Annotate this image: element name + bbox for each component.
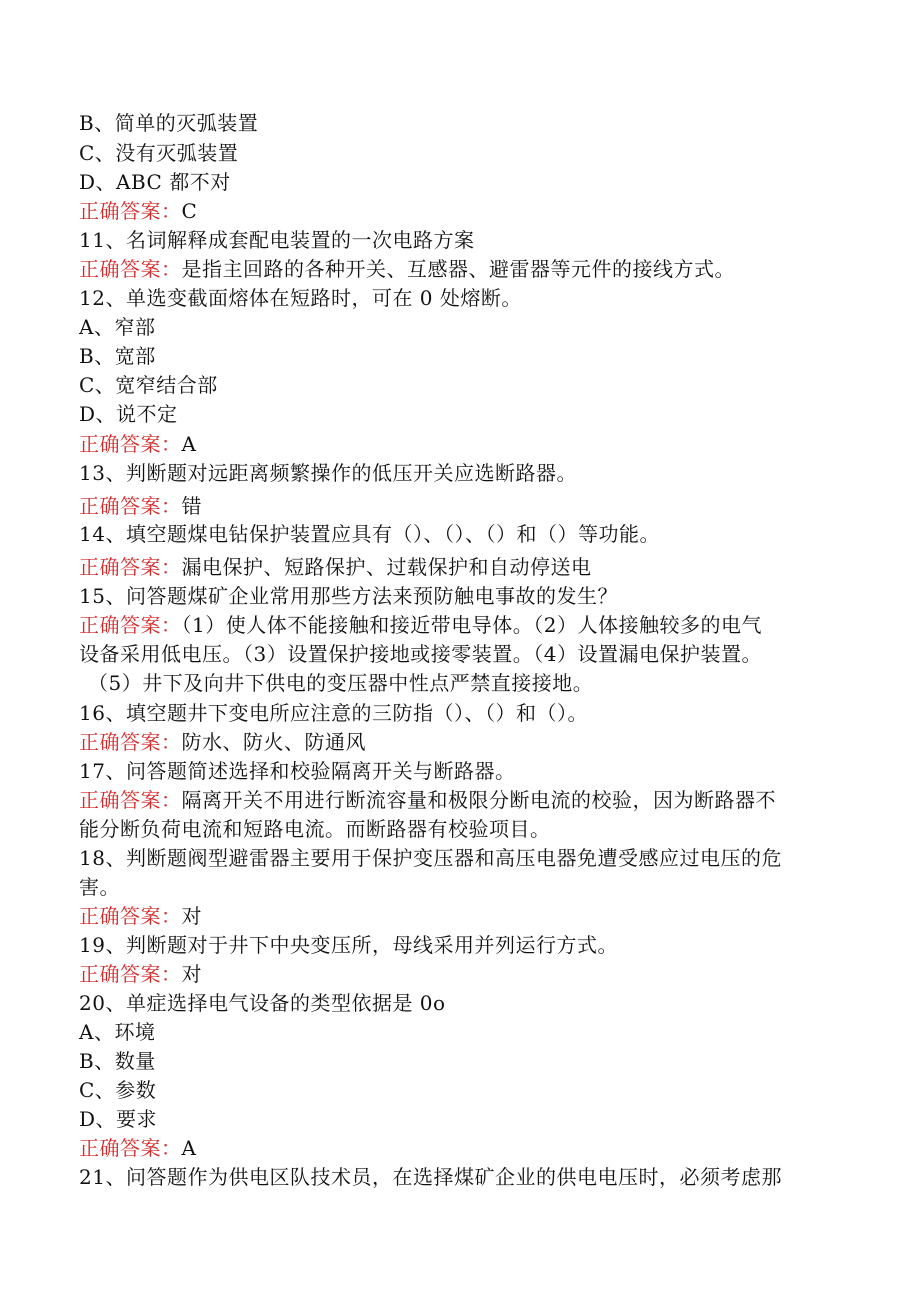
answer-text: 对 (181, 962, 202, 986)
question-line: 12、单选变截面熔体在短路时，可在 0 处熔断。 (79, 286, 522, 310)
option-line: A、窄部 (79, 315, 156, 339)
option-line: D、ABC 都不对 (79, 170, 231, 194)
answer-text: 错 (181, 494, 202, 518)
question-line: 20、单症选择电气设备的类型依据是 0o (79, 991, 446, 1015)
answer-text: A (181, 1136, 197, 1160)
answer-label: 正确答案： (79, 432, 182, 456)
answer-text: 漏电保护、短路保护、过载保护和自动停送电 (181, 555, 592, 579)
answer-line (79, 902, 839, 930)
answer-line (79, 1134, 839, 1162)
answer-text: 隔离开关不用进行断流容量和极限分断电流的校验，因为断路器不 (181, 788, 776, 812)
answer-label: 正确答案： (79, 257, 182, 281)
question-line: 21、问答题作为供电区队技术员，在选择煤矿企业的供电电压时，必须考虑那 (79, 1165, 782, 1189)
question-line: 16、填空题井下变电所应注意的三防指（）、（）和（）。 (79, 701, 588, 725)
answer-continuation-line: 能分断负荷电流和短路电流。而断路器有校验项目。 (79, 817, 551, 841)
answer-line (79, 611, 839, 639)
question-line: 14、填空题煤电钻保护装置应具有（）、（）、（）和（）等功能。 (79, 522, 660, 546)
answer-text: A (181, 432, 197, 456)
answer-text: （1）使人体不能接触和接近带电导体。（2）人体接触较多的电气 (181, 613, 762, 637)
answer-text: 是指主回路的各种开关、互感器、避雷器等元件的接线方式。 (181, 257, 735, 281)
answer-line (79, 728, 839, 756)
answer-line (79, 786, 839, 814)
option-line: C、参数 (79, 1078, 157, 1102)
option-line: C、宽窄结合部 (79, 373, 218, 397)
answer-line (79, 553, 839, 581)
option-line: B、简单的灭弧装置 (79, 111, 259, 135)
answer-label: 正确答案： (79, 613, 182, 637)
question-line: 11、名词解释成套配电装置的一次电路方案 (79, 228, 475, 252)
option-line: C、没有灭弧装置 (79, 141, 239, 165)
question-line: 17、问答题简述选择和校验隔离开关与断路器。 (79, 759, 516, 783)
answer-label: 正确答案： (79, 1136, 182, 1160)
answer-label: 正确答案： (79, 494, 182, 518)
answer-line (79, 430, 839, 458)
question-continuation-line: 害。 (79, 875, 120, 899)
answer-line (79, 255, 839, 283)
option-line: B、数量 (79, 1049, 156, 1073)
option-line: B、宽部 (79, 344, 156, 368)
answer-label: 正确答案： (79, 904, 182, 928)
answer-text: 防水、防火、防通风 (181, 730, 366, 754)
option-line: D、说不定 (79, 402, 178, 426)
question-line: 18、判断题阀型避雷器主要用于保护变压器和高压电器免遭受感应过电压的危 (79, 846, 782, 870)
answer-line (79, 492, 839, 520)
answer-label: 正确答案： (79, 730, 182, 754)
answer-label: 正确答案： (79, 962, 182, 986)
answer-label: 正确答案： (79, 199, 182, 223)
answer-continuation-line: （5）井下及向井下供电的变压器中性点严禁直接接地。 (88, 671, 594, 695)
answer-continuation-line: 设备采用低电压。（3）设置保护接地或接零装置。（4）设置漏电保护装置。 (79, 642, 762, 666)
answer-text: 对 (181, 904, 202, 928)
question-line: 13、判断题对远距离频繁操作的低压开关应选断路器。 (79, 461, 577, 485)
answer-line (79, 197, 839, 225)
option-line: A、环境 (79, 1020, 156, 1044)
answer-text: C (181, 199, 198, 223)
option-line: D、要求 (79, 1107, 158, 1131)
answer-label: 正确答案： (79, 788, 182, 812)
answer-label: 正确答案： (79, 555, 182, 579)
question-line: 15、问答题煤矿企业常用那些方法来预防触电事故的发生？ (79, 584, 618, 608)
answer-line (79, 960, 839, 988)
question-line: 19、判断题对于井下中央变压所，母线采用并列运行方式。 (79, 933, 618, 957)
